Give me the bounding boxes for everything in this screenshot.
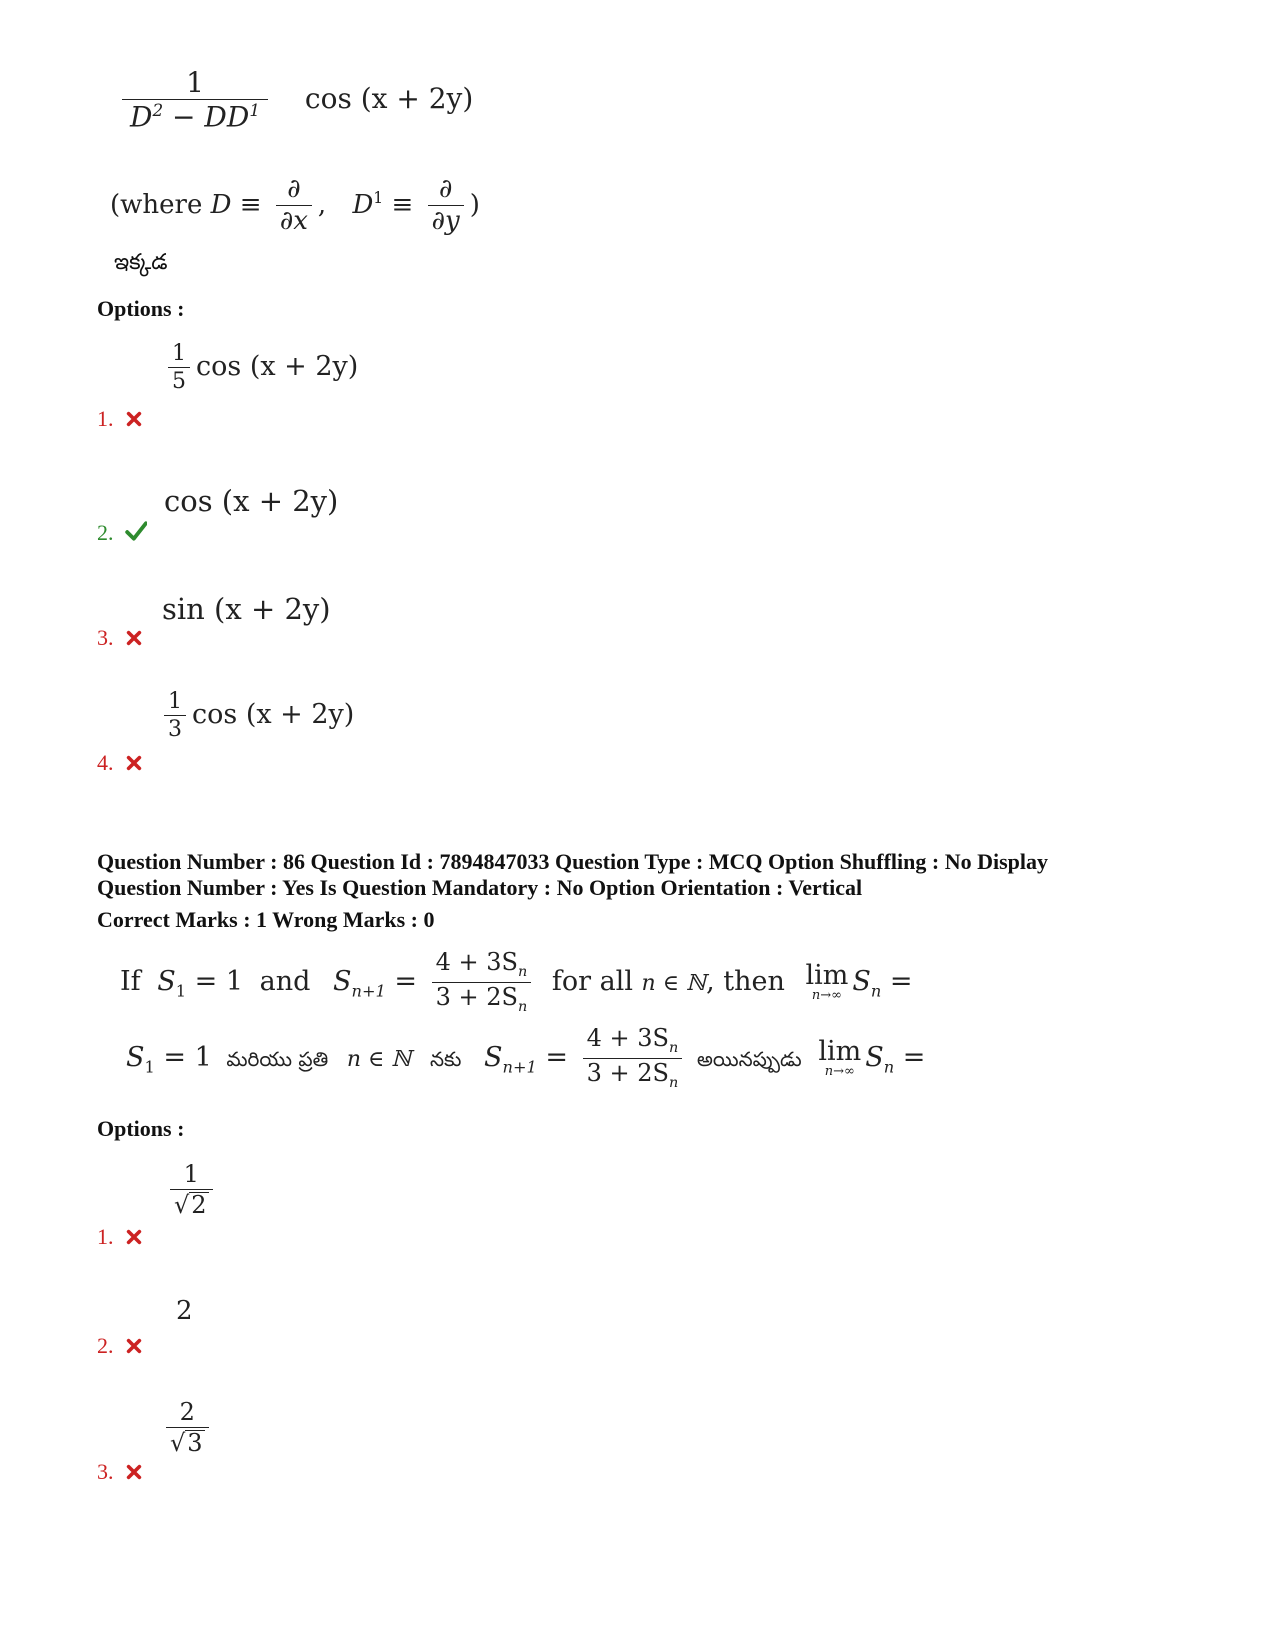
options-label: Options : bbox=[97, 296, 185, 321]
q86-option-3-number[interactable]: 3. bbox=[97, 1459, 143, 1485]
option-2-expression: cos (x + 2y) bbox=[164, 484, 339, 518]
question-marks-line: Correct Marks : 1 Wrong Marks : 0 bbox=[97, 907, 435, 932]
option-2-number[interactable]: 2. bbox=[97, 520, 147, 546]
option-3-expression: sin (x + 2y) bbox=[162, 592, 331, 626]
where-clause: (where D ≡ $\frac{\partial}{\partial x}$ , $D^1$ ≡ $\frac{\partial}{\partial y}$ ) bbox=[110, 174, 480, 237]
q86-option-3-expression: 2 √ 3 bbox=[166, 1400, 215, 1456]
q86-option-2-number[interactable]: 2. bbox=[97, 1333, 143, 1359]
question-meta-line-1: Question Number : 86 Question Id : 7894847033 Question Type : MCQ Option Shuffling : No Display bbox=[97, 849, 1049, 874]
q86-option-1-expression: 1 √ 2 bbox=[170, 1162, 219, 1218]
telugu-where-word: ఇక్కడ bbox=[114, 250, 168, 275]
option-1-number[interactable]: 1. bbox=[97, 406, 143, 432]
q86-option-1-number[interactable]: 1. bbox=[97, 1224, 143, 1250]
option-3-number[interactable]: 3. bbox=[97, 625, 143, 651]
cross-icon bbox=[125, 1337, 143, 1355]
cross-icon bbox=[125, 1228, 143, 1246]
question-text-telugu: $S_1 = 1$ మరియు ప్రతి n ∈ ℕ నకు $S_{n+1}$ = $\frac{4 + 3S_n}{3 + 2S_n}$ అయినప్పుడు lim n→∞ $S_n$ = bbox=[126, 1024, 926, 1091]
question-meta-line-2: Question Number : Yes Is Question Mandatory : No Option Orientation : Vertical bbox=[97, 875, 863, 900]
operator-expression: $\frac{1}{D^2 - DD^1}$ cos (x + 2y) bbox=[122, 68, 473, 132]
question-text-english: If $S_1 = 1$ and $S_{n+1}$ = $\frac{4 + 3S_n}{3 + 2S_n}$ for all n ∈ ℕ, then lim n→∞ $S_n$ = bbox=[120, 948, 913, 1015]
cross-icon bbox=[125, 1463, 143, 1481]
q86-option-2-expression: 2 bbox=[176, 1296, 193, 1326]
check-icon bbox=[125, 520, 147, 542]
option-4-expression: $\frac{1}{3}$ cos (x + 2y) bbox=[164, 690, 354, 741]
cross-icon bbox=[125, 410, 143, 428]
cross-icon bbox=[125, 629, 143, 647]
options-label-q86: Options : bbox=[97, 1116, 185, 1141]
operator-function: cos (x + 2y) bbox=[304, 81, 474, 115]
cross-icon bbox=[125, 754, 143, 772]
option-1-expression: $\frac{1}{5}$ cos (x + 2y) bbox=[168, 342, 358, 393]
option-4-number[interactable]: 4. bbox=[97, 750, 143, 776]
